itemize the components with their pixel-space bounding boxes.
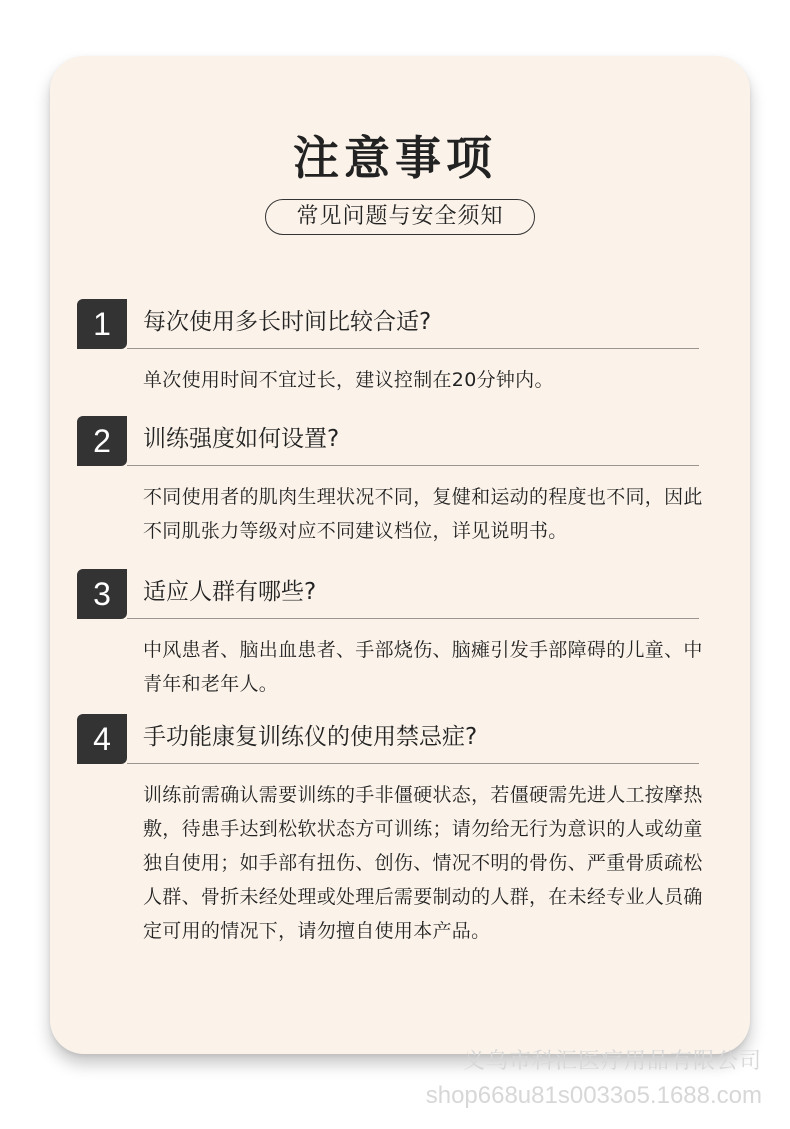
divider (127, 618, 699, 619)
item-number-badge: 2 (77, 416, 127, 466)
page-subtitle: 常见问题与安全须知 (265, 199, 535, 235)
item-answer: 训练前需确认需要训练的手非僵硬状态，若僵硬需先进人工按摩热敷，待患手达到松软状态方可训练；请勿给无行为意识的人或幼童独自使用；如手部有扭伤、创伤、情况不明的骨伤、严重骨质疏松人群、骨折未经处理或处理后需要制动的人群，在未经专业人员确定可用的情况下，请勿擅自使用本产品。 (143, 784, 703, 942)
item-question: 手功能康复训练仪的使用禁忌症? (143, 724, 478, 750)
page-title: 注意事项 (293, 131, 497, 185)
watermark-company: 义乌市科汇医疗用品有限公司 (462, 1049, 762, 1074)
item-answer: 单次使用时间不宜过长，建议控制在20分钟内。 (143, 369, 554, 391)
item-question: 适应人群有哪些? (143, 579, 317, 605)
divider (127, 465, 699, 466)
divider (127, 348, 699, 349)
item-answer: 中风患者、脑出血患者、手部烧伤、脑瘫引发手部障碍的儿童、中青年和老年人。 (143, 639, 703, 695)
watermark-url: shop668u81s0033o5.1688.com (425, 1082, 762, 1109)
divider (127, 763, 699, 764)
item-answer: 不同使用者的肌肉生理状况不同，复健和运动的程度也不同，因此不同肌张力等级对应不同建议档位，详见说明书。 (143, 486, 703, 542)
item-number-badge: 1 (77, 299, 127, 349)
item-number-badge: 3 (77, 569, 127, 619)
item-question: 训练强度如何设置? (143, 426, 340, 452)
item-number-badge: 4 (77, 714, 127, 764)
item-question: 每次使用多长时间比较合适? (143, 309, 432, 335)
